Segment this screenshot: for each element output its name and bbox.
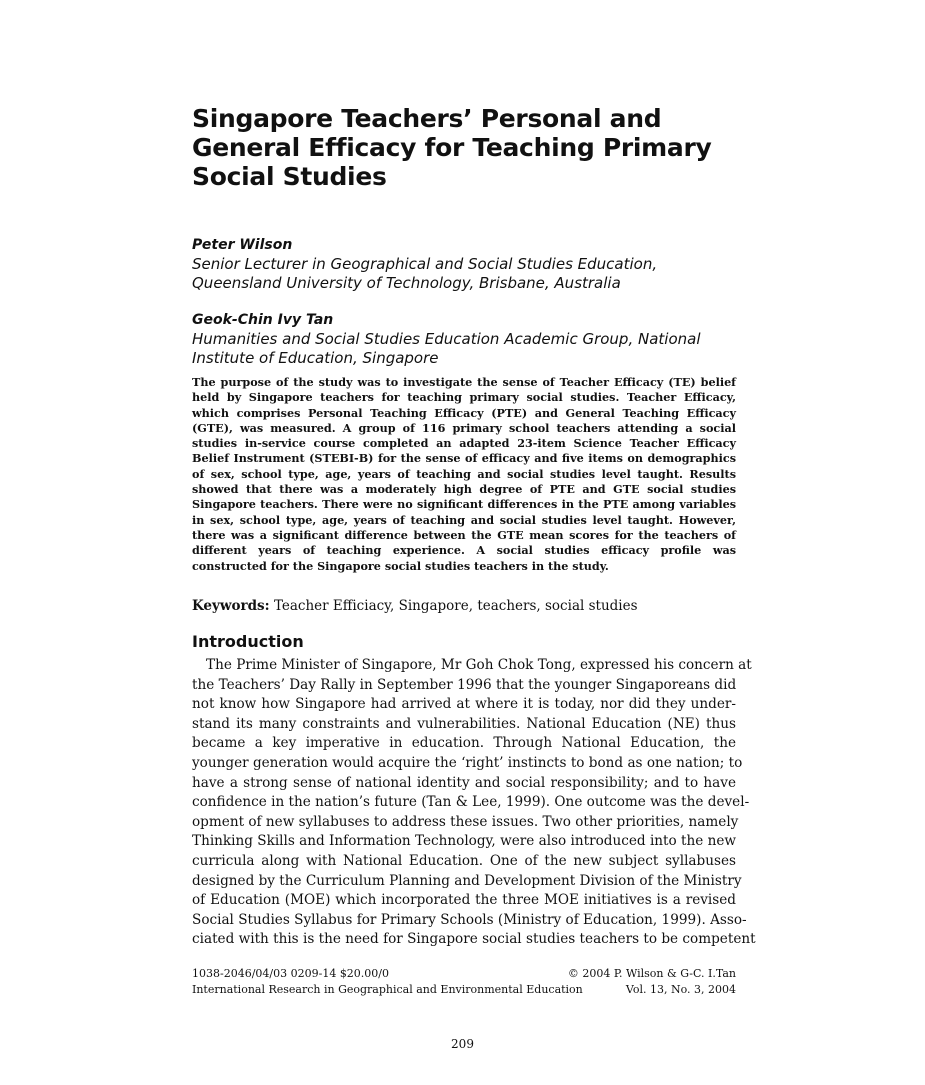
keywords-label: Keywords:	[192, 598, 270, 614]
issn-price: 1038-2046/04/03 0209-14 $20.00/0	[192, 967, 390, 980]
author-affiliation-line: Institute of Education, Singapore	[192, 349, 439, 367]
author-affiliation-line: Senior Lecturer in Geographical and Social Studies Education,	[192, 255, 658, 273]
title-line: Social Studies	[192, 162, 387, 191]
body-line: have a strong sense of national identity and social responsibility; and to have	[192, 774, 736, 791]
body-line: ciated with this is the need for Singapore social studies teachers to be competent	[192, 931, 756, 948]
body-line: The Prime Minister of Singapore, Mr Goh Chok Tong, expressed his concern at	[206, 657, 752, 673]
footer-row	[192, 966, 736, 982]
copyright: © 2004 P. Wilson & G-C. I.Tan	[567, 967, 736, 980]
body-line: of Education (MOE) which incorporated the three MOE initiatives is a revised	[192, 892, 736, 909]
body-line: not know how Singapore had arrived at where it is today, nor did they under-	[192, 696, 736, 713]
body-line: Social Studies Syllabus for Primary Schools (Ministry of Education, 1999). Asso-	[192, 911, 747, 928]
author-name: Peter Wilson	[192, 237, 293, 253]
author-block	[192, 236, 752, 293]
article-title	[192, 104, 752, 191]
title-line: Singapore Teachers’ Personal and	[192, 104, 662, 133]
body-line: confidence in the nation’s future (Tan & Lee, 1999). One outcome was the devel-	[192, 794, 750, 811]
journal-name: International Research in Geographical and Environmental Education	[192, 983, 583, 996]
body-line: the Teachers’ Day Rally in September 1996 that the younger Singaporeans did	[192, 676, 737, 693]
author-affiliation-line: Queensland University of Technology, Brisbane, Australia	[192, 274, 621, 292]
title-line: General Efficacy for Teaching Primary	[192, 133, 712, 162]
body-line: designed by the Curriculum Planning and Development Division of the Ministry	[192, 872, 742, 889]
page-number: 209	[451, 1037, 474, 1051]
page-footer	[192, 966, 736, 998]
introduction-paragraph	[192, 656, 756, 950]
footer-row	[192, 982, 736, 998]
body-line: younger generation would acquire the ‘right’ instincts to bond as one nation; to	[192, 754, 743, 771]
section-heading: Introduction	[192, 632, 304, 651]
body-line: stand its many constraints and vulnerabilities. National Education (NE) thus	[192, 715, 736, 732]
body-line: Thinking Skills and Information Technology, were also introduced into the new	[192, 833, 737, 850]
author-block	[192, 311, 752, 368]
abstract: The purpose of the study was to investigate the sense of Teacher Efficacy (TE) belief held by Singapore teachers for teaching primary social studies. Teacher Efficacy, which comprises Personal Teaching Efficacy (PTE) and General Teaching Efficacy (GTE), was measured. A group of 116 primary school teachers attending a social studies in-service course completed an adapted 23-item Science Teacher Efficacy Belief Instrument (STEBI-B) for the sense of efficacy and five items on demographics of sex, school type, age, years of teaching and social studies level taught. Results showed that there was a moderately high degree of PTE and GTE social studies Singapore teachers. There were no significant differences in the PTE among variables in sex, school type, age, years of teaching and social studies level taught. However, there was a significant difference between the GTE mean scores for the teachers of different years of teaching experience. A social studies efficacy profile was constructed for the Singapore social studies teachers in the study.	[192, 375, 736, 573]
body-line: became a key imperative in education. Through National Education, the	[192, 735, 736, 752]
keywords-text: Teacher Efficiacy, Singapore, teachers, social studies	[273, 598, 638, 614]
author-name: Geok-Chin Ivy Tan	[192, 312, 334, 328]
volume-info: Vol. 13, No. 3, 2004	[625, 983, 736, 996]
author-affiliation-line: Humanities and Social Studies Education Academic Group, National	[192, 330, 701, 348]
keywords	[192, 597, 752, 615]
body-line: curricula along with National Education. One of the new subject syllabuses	[192, 852, 736, 869]
body-line: opment of new syllabuses to address these issues. Two other priorities, namely	[192, 813, 739, 830]
